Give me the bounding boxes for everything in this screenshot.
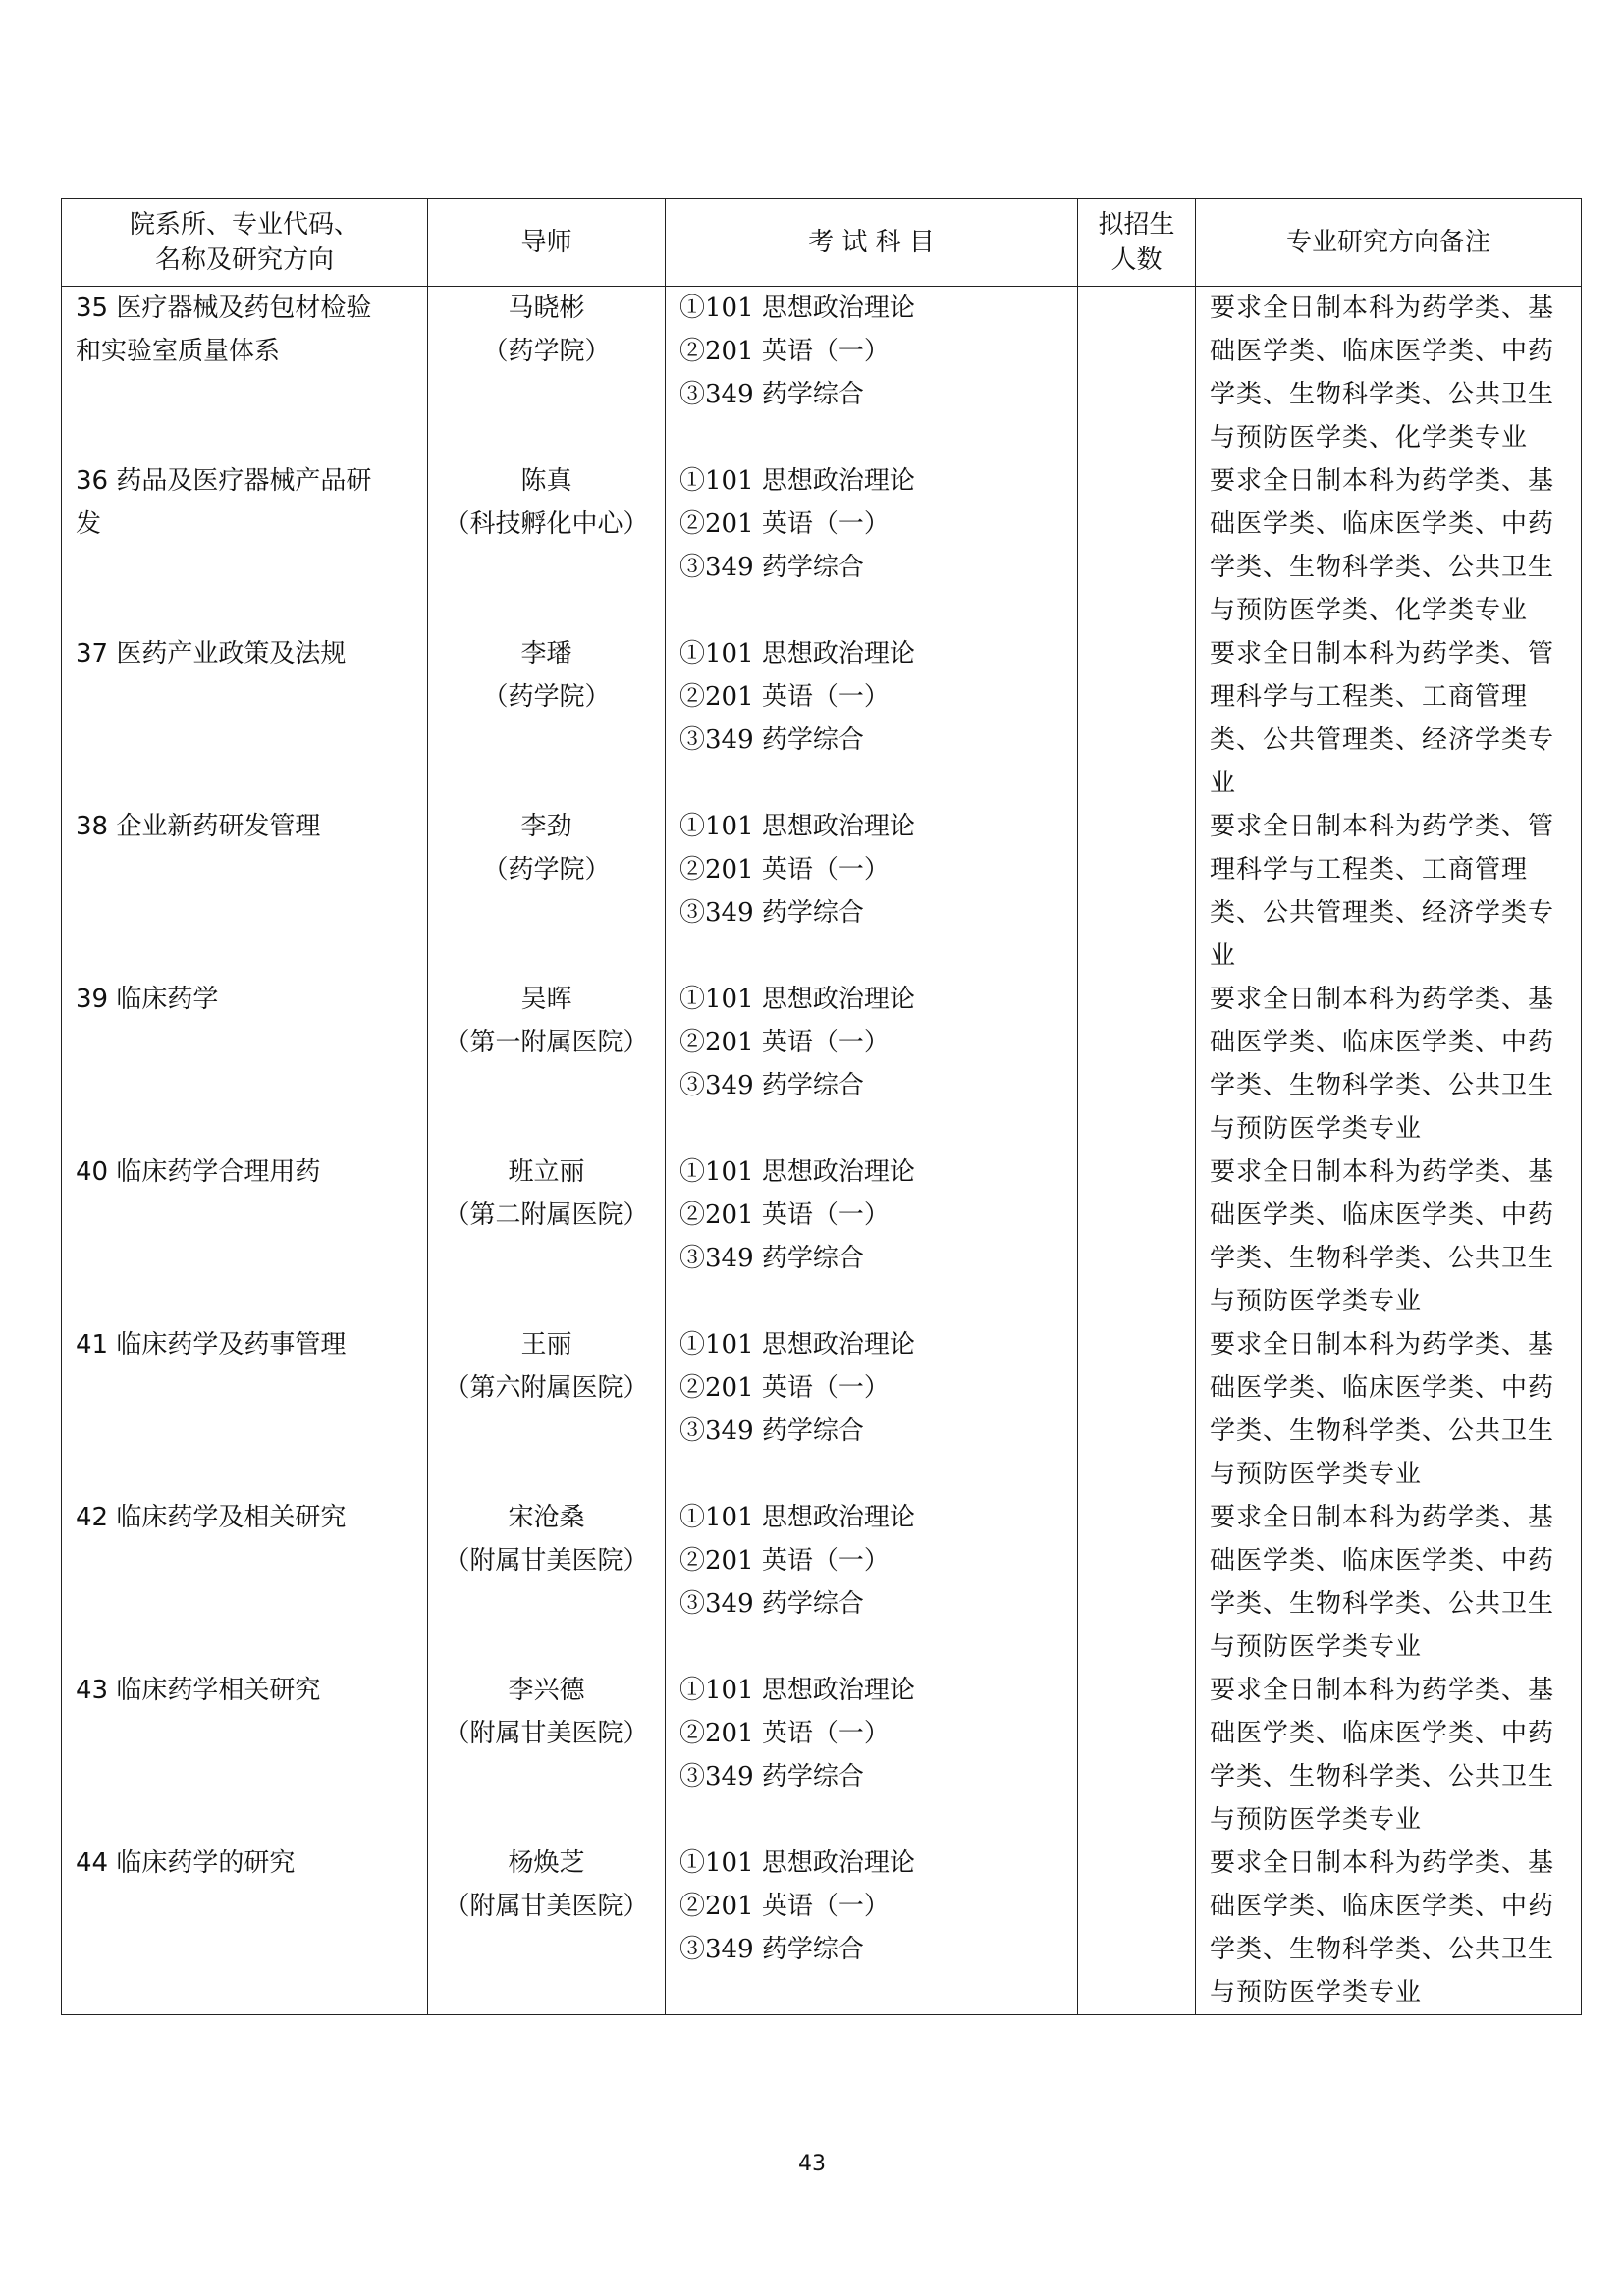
note-cell (1196, 1669, 1582, 1842)
header-tutor: 导师 (428, 199, 666, 287)
exam-subject: ①101 思想政治理论 (679, 466, 915, 496)
tutor-cell (428, 1496, 666, 1669)
direction-number: 36 (76, 466, 109, 496)
note-cell (1196, 978, 1582, 1150)
table-header-row (62, 199, 1582, 287)
table-row (62, 287, 1582, 460)
direction-name-line: 临床药学相关研究 (116, 1676, 321, 1705)
note-text: 要求全日制本科为药学类、管理科学与工程类、工商管理类、公共管理类、经济学类专业 (1210, 812, 1555, 971)
quota-cell (1078, 1669, 1196, 1842)
exam-subject: ③349 药学综合 (679, 1589, 864, 1619)
tutor-cell (428, 287, 666, 460)
note-cell (1196, 632, 1582, 805)
note-text: 要求全日制本科为药学类、基础医学类、临床医学类、中药学类、生物科学类、公共卫生与预防医学类专业 (1210, 1157, 1555, 1316)
note-cell (1196, 805, 1582, 978)
tutor-name: 吴晖 (520, 985, 572, 1014)
exam-subject: ③349 药学综合 (679, 725, 864, 755)
direction-name-line: 和实验室质量体系 (76, 337, 281, 366)
tutor-unit: （第六附属医院） (444, 1373, 649, 1403)
header-quota-line-1: 拟招生 (1098, 210, 1175, 240)
exam-subject: ①101 思想政治理论 (679, 639, 915, 668)
direction-cell (62, 1150, 428, 1323)
tutor-unit: （附属甘美医院） (444, 1719, 649, 1748)
exam-cell (666, 1496, 1078, 1669)
exam-subject: ②201 英语（一） (679, 682, 890, 712)
table-row (62, 978, 1582, 1150)
tutor-cell (428, 1669, 666, 1842)
exam-subject: ①101 思想政治理论 (679, 1330, 915, 1360)
header-notes: 专业研究方向备注 (1196, 199, 1582, 287)
exam-cell (666, 1150, 1078, 1323)
table-row (62, 1669, 1582, 1842)
header-direction-line-1: 院系所、专业代码、 (129, 210, 359, 240)
quota-cell (1078, 1150, 1196, 1323)
tutor-name: 班立丽 (508, 1157, 585, 1187)
note-text: 要求全日制本科为药学类、基础医学类、临床医学类、中药学类、生物科学类、公共卫生与预防医学类专业 (1210, 1330, 1555, 1489)
exam-subject: ②201 英语（一） (679, 1373, 890, 1403)
note-cell (1196, 287, 1582, 460)
exam-subject: ①101 思想政治理论 (679, 812, 915, 841)
tutor-cell (428, 632, 666, 805)
direction-cell (62, 459, 428, 632)
note-text: 要求全日制本科为药学类、管理科学与工程类、工商管理类、公共管理类、经济学类专业 (1210, 639, 1555, 798)
exam-subject: ②201 英语（一） (679, 1719, 890, 1748)
tutor-unit: （药学院） (482, 337, 611, 366)
direction-number: 39 (76, 985, 109, 1014)
note-cell (1196, 459, 1582, 632)
direction-number: 44 (76, 1848, 109, 1878)
direction-cell (62, 287, 428, 460)
tutor-unit: （药学院） (482, 682, 611, 712)
tutor-cell (428, 805, 666, 978)
quota-cell (1078, 1496, 1196, 1669)
quota-cell (1078, 805, 1196, 978)
exam-subject: ③349 药学综合 (679, 1416, 864, 1446)
direction-name-line: 临床药学的研究 (116, 1848, 296, 1878)
direction-cell (62, 1496, 428, 1669)
direction-cell (62, 632, 428, 805)
exam-subject: ①101 思想政治理论 (679, 1848, 915, 1878)
exam-subject: ③349 药学综合 (679, 1935, 864, 1964)
direction-name-line: 临床药学 (116, 985, 219, 1014)
exam-subject: ③349 药学综合 (679, 1071, 864, 1100)
exam-cell (666, 1669, 1078, 1842)
exam-cell (666, 287, 1078, 460)
note-text: 要求全日制本科为药学类、基础医学类、临床医学类、中药学类、生物科学类、公共卫生与预防医学类专业 (1210, 1503, 1555, 1662)
tutor-name: 宋沧桑 (508, 1503, 585, 1532)
exam-subject: ①101 思想政治理论 (679, 1157, 915, 1187)
exam-subject: ①101 思想政治理论 (679, 1676, 915, 1705)
direction-cell (62, 978, 428, 1150)
tutor-unit: （第一附属医院） (444, 1028, 649, 1057)
tutor-cell (428, 459, 666, 632)
direction-name-line: 医药产业政策及法规 (116, 639, 347, 668)
enrollment-table (61, 198, 1582, 2015)
direction-cell (62, 1669, 428, 1842)
direction-name-line: 发 (76, 509, 102, 539)
tutor-name: 李兴德 (508, 1676, 585, 1705)
direction-cell (62, 1842, 428, 2015)
exam-subject: ③349 药学综合 (679, 898, 864, 928)
tutor-unit: （第二附属医院） (444, 1201, 649, 1230)
table-row (62, 1150, 1582, 1323)
exam-subject: ②201 英语（一） (679, 1546, 890, 1575)
exam-subject: ②201 英语（一） (679, 1028, 890, 1057)
quota-cell (1078, 978, 1196, 1150)
table-row (62, 632, 1582, 805)
direction-name-line: 企业新药研发管理 (116, 812, 321, 841)
exam-cell (666, 1842, 1078, 2015)
exam-subject: ③349 药学综合 (679, 553, 864, 582)
note-cell (1196, 1323, 1582, 1496)
exam-subject: ③349 药学综合 (679, 1244, 864, 1273)
exam-cell (666, 978, 1078, 1150)
direction-name-line: 临床药学及药事管理 (116, 1330, 347, 1360)
table-row (62, 805, 1582, 978)
direction-name-line: 医疗器械及药包材检验 (116, 294, 372, 323)
direction-cell (62, 1323, 428, 1496)
direction-number: 42 (76, 1503, 109, 1532)
header-exam: 考 试 科 目 (666, 199, 1078, 287)
quota-cell (1078, 1323, 1196, 1496)
direction-number: 43 (76, 1676, 109, 1705)
note-text: 要求全日制本科为药学类、基础医学类、临床医学类、中药学类、生物科学类、公共卫生与预防医学类专业 (1210, 1848, 1555, 2007)
exam-subject: ①101 思想政治理论 (679, 1503, 915, 1532)
exam-subject: ①101 思想政治理论 (679, 985, 915, 1014)
note-text: 要求全日制本科为药学类、基础医学类、临床医学类、中药学类、生物科学类、公共卫生与预防医学类、化学类专业 (1210, 294, 1555, 453)
note-text: 要求全日制本科为药学类、基础医学类、临床医学类、中药学类、生物科学类、公共卫生与预防医学类专业 (1210, 1676, 1555, 1835)
tutor-cell (428, 978, 666, 1150)
note-text: 要求全日制本科为药学类、基础医学类、临床医学类、中药学类、生物科学类、公共卫生与预防医学类专业 (1210, 985, 1555, 1144)
table-body (62, 287, 1582, 2015)
table-row (62, 1496, 1582, 1669)
tutor-unit: （科技孵化中心） (444, 509, 649, 539)
table-row (62, 459, 1582, 632)
exam-subject: ①101 思想政治理论 (679, 294, 915, 323)
tutor-name: 马晓彬 (508, 294, 585, 323)
note-cell (1196, 1150, 1582, 1323)
tutor-name: 杨焕芝 (508, 1848, 585, 1878)
tutor-name: 王丽 (520, 1330, 572, 1360)
quota-cell (1078, 459, 1196, 632)
exam-cell (666, 1323, 1078, 1496)
tutor-name: 李劲 (520, 812, 572, 841)
tutor-cell (428, 1842, 666, 2015)
tutor-cell (428, 1323, 666, 1496)
exam-cell (666, 632, 1078, 805)
exam-subject: ②201 英语（一） (679, 1892, 890, 1921)
table-row (62, 1842, 1582, 2015)
note-text: 要求全日制本科为药学类、基础医学类、临床医学类、中药学类、生物科学类、公共卫生与预防医学类、化学类专业 (1210, 466, 1555, 625)
direction-number: 40 (76, 1157, 109, 1187)
header-direction-line-2: 名称及研究方向 (154, 245, 334, 275)
direction-number: 35 (76, 294, 109, 323)
direction-number: 41 (76, 1330, 109, 1360)
note-cell (1196, 1496, 1582, 1669)
exam-subject: ②201 英语（一） (679, 855, 890, 884)
header-quota-line-2: 人数 (1110, 245, 1163, 275)
tutor-unit: （附属甘美医院） (444, 1546, 649, 1575)
direction-name-line: 临床药学及相关研究 (116, 1503, 347, 1532)
tutor-unit: （附属甘美医院） (444, 1892, 649, 1921)
header-quota (1078, 199, 1196, 287)
exam-subject: ③349 药学综合 (679, 380, 864, 409)
tutor-name: 李璠 (520, 639, 572, 668)
tutor-cell (428, 1150, 666, 1323)
tutor-unit: （药学院） (482, 855, 611, 884)
quota-cell (1078, 632, 1196, 805)
direction-cell (62, 805, 428, 978)
exam-cell (666, 805, 1078, 978)
exam-subject: ②201 英语（一） (679, 1201, 890, 1230)
exam-subject: ③349 药学综合 (679, 1762, 864, 1791)
exam-subject: ②201 英语（一） (679, 337, 890, 366)
tutor-name: 陈真 (520, 466, 572, 496)
exam-cell (666, 459, 1078, 632)
direction-number: 37 (76, 639, 109, 668)
exam-subject: ②201 英语（一） (679, 509, 890, 539)
quota-cell (1078, 1842, 1196, 2015)
direction-name-line: 临床药学合理用药 (116, 1157, 321, 1187)
quota-cell (1078, 287, 1196, 460)
header-direction (62, 199, 428, 287)
direction-name-line: 药品及医疗器械产品研 (116, 466, 372, 496)
note-cell (1196, 1842, 1582, 2015)
page-number: 43 (798, 2152, 826, 2176)
table-row (62, 1323, 1582, 1496)
direction-number: 38 (76, 812, 109, 841)
